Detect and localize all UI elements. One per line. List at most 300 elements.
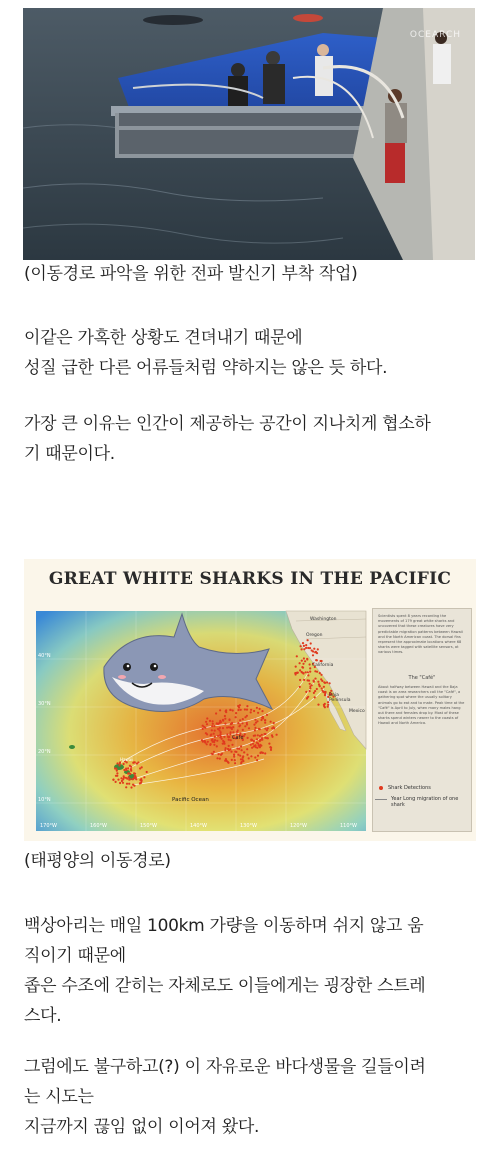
shark-detection-dot xyxy=(303,648,305,650)
shark-detection-dot xyxy=(253,740,255,742)
shark-detection-dot xyxy=(228,726,230,728)
shark-detection-dot xyxy=(116,770,118,772)
shark-detection-dot xyxy=(307,674,309,676)
shark-detection-dot xyxy=(240,758,242,760)
shark-detection-dot xyxy=(123,769,125,771)
shark-detection-dot xyxy=(248,757,250,759)
shark-detection-dot xyxy=(216,740,218,742)
shark-detection-dot xyxy=(127,767,129,769)
shark-detection-dot xyxy=(276,734,278,736)
shark-detection-dot xyxy=(261,717,263,719)
shark-detection-dot xyxy=(219,727,221,729)
shark-detection-dot xyxy=(119,782,121,784)
shark-detection-dot xyxy=(261,710,263,712)
shark-detection-dot xyxy=(120,777,122,779)
legend-detections xyxy=(375,785,469,791)
paragraph-line: 기 때문이다. xyxy=(24,444,115,464)
shark-detection-dot xyxy=(321,660,323,662)
shark-detection-dot xyxy=(308,680,310,682)
map-title: GREAT WHITE SHARKS IN THE PACIFIC xyxy=(48,569,452,589)
info-sidebar xyxy=(372,608,472,832)
shark-detection-dot xyxy=(256,738,258,740)
shark-detection-dot xyxy=(242,718,244,720)
shark-detection-dot xyxy=(220,754,222,756)
shark-detection-dot xyxy=(213,751,215,753)
oregon-label: Oregon xyxy=(306,633,323,638)
shark-detection-dot xyxy=(133,772,135,774)
paragraph-line: 그럼에도 불구하고(?) 이 자유로운 바다생물을 길들이려 xyxy=(24,1057,426,1077)
shark-detection-dot xyxy=(253,724,255,726)
shark-detection-dot xyxy=(132,784,134,786)
paragraph-4 xyxy=(24,1052,479,1142)
shark-detection-dot xyxy=(222,719,224,721)
shark-detection-dot xyxy=(255,722,257,724)
shark-detection-dot xyxy=(323,681,325,683)
shark-detection-dot xyxy=(254,719,256,721)
shark-detection-dot xyxy=(246,722,248,724)
shark-detection-dot xyxy=(237,722,239,724)
shark-detection-dot xyxy=(302,663,304,665)
shark-detection-dot xyxy=(214,736,216,738)
shark-detection-dot xyxy=(212,720,214,722)
shark-detection-dot xyxy=(205,732,207,734)
shark-detection-dot xyxy=(213,744,215,746)
shark-detection-dot xyxy=(240,709,242,711)
shark-detection-dot xyxy=(231,722,233,724)
shark-detection-dot xyxy=(313,680,315,682)
baja-label: Baja Peninsula xyxy=(329,693,351,703)
shark-detection-dot xyxy=(219,720,221,722)
shark-detection-dot xyxy=(202,725,204,727)
shark-detection-dot xyxy=(268,743,270,745)
shark-detection-dot xyxy=(307,671,309,673)
washington-label: Washington xyxy=(310,617,337,622)
shark-detection-dot xyxy=(212,753,214,755)
shark-detection-dot xyxy=(130,786,132,788)
paragraph-line: 좁은 수조에 갇히는 자체로도 이들에게는 굉장한 스트레 xyxy=(24,976,426,996)
shark-detection-dot xyxy=(239,719,241,721)
shark-detection-dot xyxy=(212,723,214,725)
legend-migration-label: Year Long migration of one shark xyxy=(391,796,459,808)
shark-detection-dot xyxy=(220,731,222,733)
shark-detection-dot xyxy=(244,716,246,718)
shark-detection-dot xyxy=(112,779,114,781)
shark-detection-dot xyxy=(302,667,304,669)
shark-detection-dot xyxy=(299,686,301,688)
shark-detection-dot xyxy=(295,672,297,674)
shark-detection-dot xyxy=(115,781,117,783)
shark-detection-dot xyxy=(119,762,121,764)
photo-illustration xyxy=(23,8,475,260)
shark-detection-dot xyxy=(323,705,325,707)
shark-detection-dot xyxy=(123,775,125,777)
shark-detection-dot xyxy=(126,778,128,780)
shark-detection-dot xyxy=(329,682,331,684)
shark-detection-dot xyxy=(206,717,208,719)
shark-detection-dot xyxy=(330,690,332,692)
shark-detection-dot xyxy=(118,764,120,766)
hawaii-label: Hawaii xyxy=(120,757,134,762)
shark-detection-dot xyxy=(218,753,220,755)
shark-detection-dot xyxy=(219,758,221,760)
shark-detection-dot xyxy=(313,648,315,650)
shark-detection-dot xyxy=(246,705,248,707)
shark-detection-dot xyxy=(266,714,268,716)
shark-detection-dot xyxy=(305,691,307,693)
longitude-label: 150°W xyxy=(140,823,157,829)
paragraph-line: 가장 큰 이유는 인간이 제공하는 공간이 지나치게 협소하 xyxy=(24,414,431,434)
shark-detection-dot xyxy=(257,755,259,757)
longitude-label: 110°W xyxy=(340,823,357,829)
shark-detection-dot xyxy=(216,745,218,747)
shark-detection-dot xyxy=(209,744,211,746)
shark-detection-dot xyxy=(250,711,252,713)
shark-detection-dot xyxy=(314,670,316,672)
shark-detection-dot xyxy=(246,754,248,756)
shark-detection-dot xyxy=(231,728,233,730)
shark-detection-dot xyxy=(312,650,314,652)
shark-detection-dot xyxy=(213,733,215,735)
shark-detection-dot xyxy=(237,729,239,731)
latitude-label: 10°N xyxy=(38,797,51,803)
shark-detection-dot xyxy=(321,680,323,682)
shark-detection-dot xyxy=(127,773,129,775)
shark-detection-dot xyxy=(121,780,123,782)
shark-detection-dot xyxy=(213,725,215,727)
shark-detection-dot xyxy=(228,745,230,747)
shark-detection-dot xyxy=(239,755,241,757)
paragraph-line: 성질 급한 다른 어류들처럼 약하지는 않은 듯 하다. xyxy=(24,358,388,378)
shark-detection-dot xyxy=(237,705,239,707)
shark-detection-dot xyxy=(323,686,325,688)
map-legend xyxy=(375,785,469,813)
shark-detection-dot xyxy=(129,765,131,767)
shark-detection-dot xyxy=(258,728,260,730)
shark-detection-dot xyxy=(307,696,309,698)
shark-detection-dot xyxy=(246,709,248,711)
shark-detection-dot xyxy=(141,780,143,782)
shark-detection-dot xyxy=(263,733,265,735)
shark-detection-dot xyxy=(201,739,203,741)
california-label: California xyxy=(312,663,334,668)
paragraph-line: 지금까지 끊임 없이 이어져 왔다. xyxy=(24,1117,260,1137)
shark-detection-dot xyxy=(205,721,207,723)
shark-detection-dot xyxy=(326,681,328,683)
shark-detection-dot xyxy=(219,734,221,736)
shark-detection-dot xyxy=(254,727,256,729)
shark-detection-dot xyxy=(312,654,314,656)
legend-migration xyxy=(375,796,469,808)
shark-detection-dot xyxy=(229,748,231,750)
shark-tagging-photo xyxy=(23,8,475,260)
shark-detection-dot xyxy=(299,669,301,671)
shark-detection-dot xyxy=(224,718,226,720)
shark-detection-dot xyxy=(309,667,311,669)
shark-detection-dot xyxy=(270,746,272,748)
shark-detection-dot xyxy=(247,737,249,739)
shark-detection-dot xyxy=(210,733,212,735)
longitude-label: 130°W xyxy=(240,823,257,829)
shark-detection-dot xyxy=(301,672,303,674)
shark-detection-dot xyxy=(307,639,309,641)
shark-detection-dot xyxy=(307,647,309,649)
pacific-ocean-label: Pacific Ocean xyxy=(172,797,209,803)
shark-detection-dot xyxy=(261,737,263,739)
shark-detection-dot xyxy=(227,762,229,764)
shark-detection-dot xyxy=(242,729,244,731)
shark-detection-dot xyxy=(232,726,234,728)
shark-detection-dot xyxy=(257,712,259,714)
shark-detection-dot xyxy=(250,755,252,757)
shark-detection-dot xyxy=(225,747,227,749)
shark-detection-dot xyxy=(305,644,307,646)
shark-detection-dot xyxy=(230,751,232,753)
latitude-label: 40°N xyxy=(38,653,51,659)
shark-detection-dot xyxy=(202,728,204,730)
shark-detection-dot xyxy=(259,735,261,737)
shark-detection-dot xyxy=(237,709,239,711)
shark-detection-dot xyxy=(211,725,213,727)
shark-detection-dot xyxy=(321,687,323,689)
paragraph-line: 직이기 때문에 xyxy=(24,946,126,966)
shark-detection-dot xyxy=(309,687,311,689)
shark-detection-dot xyxy=(264,728,266,730)
paragraph-line: 백상아리는 매일 100km 가량을 이동하며 쉬지 않고 움 xyxy=(24,916,424,936)
shark-detection-dot xyxy=(240,762,242,764)
migration-line-icon xyxy=(375,799,387,800)
shark-detection-dot xyxy=(223,743,225,745)
shark-detection-dot xyxy=(244,708,246,710)
shark-detection-dot xyxy=(129,778,131,780)
paragraph-1 xyxy=(24,323,479,383)
map-caption: (태평양의 이동경로) xyxy=(24,851,171,871)
shark-detection-dot xyxy=(214,730,216,732)
shark-detection-dot xyxy=(123,763,125,765)
shark-detection-dot xyxy=(273,722,275,724)
shark-detection-dot xyxy=(271,727,273,729)
shark-detection-dot xyxy=(316,688,318,690)
shark-detection-dot xyxy=(266,737,268,739)
shark-detection-dot xyxy=(309,690,311,692)
shark-detection-dot xyxy=(231,744,233,746)
shark-detection-dot xyxy=(206,723,208,725)
shark-detection-dot xyxy=(241,722,243,724)
shark-detection-dot xyxy=(252,743,254,745)
longitude-label: 120°W xyxy=(290,823,307,829)
shark-detection-dot xyxy=(317,681,319,683)
shark-detection-dot xyxy=(314,678,316,680)
shark-detection-dot xyxy=(300,645,302,647)
shark-detection-dot xyxy=(228,736,230,738)
shark-detection-dot xyxy=(299,679,301,681)
shark-detection-dot xyxy=(219,709,221,711)
detection-dot-icon xyxy=(379,786,383,790)
shark-detection-dot xyxy=(228,718,230,720)
shark-detection-dot xyxy=(211,738,213,740)
shark-detection-dot xyxy=(320,674,322,676)
shark-detection-dot xyxy=(130,770,132,772)
shark-detection-dot xyxy=(126,783,128,785)
shark-detection-dot xyxy=(254,729,256,731)
paragraph-line: 스다. xyxy=(24,1006,62,1026)
shark-detection-dot xyxy=(235,716,237,718)
shark-detection-dot xyxy=(313,692,315,694)
shark-detection-dot xyxy=(295,666,297,668)
shark-detection-dot xyxy=(299,662,301,664)
shark-detection-dot xyxy=(317,648,319,650)
shark-detection-dot xyxy=(241,749,243,751)
shark-detection-dot xyxy=(234,759,236,761)
shark-detection-dot xyxy=(225,710,227,712)
shark-detection-dot xyxy=(253,745,255,747)
shark-detection-dot xyxy=(267,727,269,729)
shark-detection-dot xyxy=(242,755,244,757)
shark-detection-dot xyxy=(273,727,275,729)
shark-detection-dot xyxy=(311,684,313,686)
shark-detection-dot xyxy=(303,645,305,647)
shark-detection-dot xyxy=(246,748,248,750)
latitude-label: 20°N xyxy=(38,749,51,755)
photo-watermark: OCEARCH xyxy=(409,30,461,40)
shark-detection-dot xyxy=(254,734,256,736)
shark-detection-dot xyxy=(239,724,241,726)
shark-detection-dot xyxy=(309,683,311,685)
shark-detection-dot xyxy=(115,775,117,777)
latitude-label: 30°N xyxy=(38,701,51,707)
shark-detection-dot xyxy=(230,731,232,733)
shark-detection-dot xyxy=(115,768,117,770)
shark-detection-dot xyxy=(259,708,261,710)
shark-detection-dot xyxy=(264,722,266,724)
cafe-label: Café xyxy=(232,735,244,741)
shark-detection-dot xyxy=(324,694,326,696)
shark-detection-dot xyxy=(226,733,228,735)
shark-detection-dot xyxy=(222,740,224,742)
shark-detection-dot xyxy=(270,749,272,751)
shark-detection-dot xyxy=(146,771,148,773)
shark-detection-dot xyxy=(134,777,136,779)
shark-detection-dot xyxy=(260,745,262,747)
shark-detection-dot xyxy=(233,756,235,758)
shark-detection-dot xyxy=(116,762,118,764)
longitude-label: 140°W xyxy=(190,823,207,829)
paragraph-2 xyxy=(24,409,479,469)
shark-detection-dot xyxy=(209,720,211,722)
shark-detection-dot xyxy=(253,710,255,712)
shark-detection-dot xyxy=(125,786,127,788)
shark-detection-dot xyxy=(250,709,252,711)
shark-detection-dot xyxy=(132,762,134,764)
longitude-label: 160°W xyxy=(90,823,107,829)
shark-detection-dot xyxy=(125,769,127,771)
shark-detection-dot xyxy=(301,648,303,650)
shark-detection-dot xyxy=(309,663,311,665)
shark-detection-dot xyxy=(234,751,236,753)
shark-detection-dot xyxy=(217,735,219,737)
shark-detection-dot xyxy=(117,779,119,781)
shark-detection-dot xyxy=(216,722,218,724)
shark-detection-dot xyxy=(211,729,213,731)
shark-detection-dot xyxy=(270,721,272,723)
shark-detection-dot xyxy=(301,660,303,662)
shark-detection-dot xyxy=(224,715,226,717)
shark-detection-dot xyxy=(214,739,216,741)
legend-detections-label: Shark Detections xyxy=(388,785,431,791)
shark-detection-dot xyxy=(232,731,234,733)
shark-detection-dot xyxy=(310,642,312,644)
shark-detection-dot xyxy=(128,783,130,785)
shark-detection-dot xyxy=(224,723,226,725)
shark-detection-dot xyxy=(227,748,229,750)
shark-detection-dot xyxy=(302,642,304,644)
shark-detection-dot xyxy=(238,748,240,750)
shark-detection-dot xyxy=(116,772,118,774)
shark-detection-dot xyxy=(143,776,145,778)
shark-detection-dot xyxy=(327,706,329,708)
shark-detection-dot xyxy=(260,719,262,721)
shark-detection-dot xyxy=(251,739,253,741)
shark-detection-dot xyxy=(219,736,221,738)
paragraph-line: 는 시도는 xyxy=(24,1087,94,1107)
shark-detection-dot xyxy=(141,766,143,768)
shark-detection-dot xyxy=(327,704,329,706)
shark-detection-dot xyxy=(314,690,316,692)
shark-detection-dot xyxy=(324,691,326,693)
shark-detection-dot xyxy=(237,754,239,756)
shark-detection-dot xyxy=(250,744,252,746)
shark-detection-dot xyxy=(137,761,139,763)
shark-detection-dot xyxy=(228,739,230,741)
shark-detection-dot xyxy=(222,727,224,729)
shark-detection-dot xyxy=(319,685,321,687)
shark-detection-dot xyxy=(224,760,226,762)
shark-detection-dot xyxy=(309,671,311,673)
shark-detection-dot xyxy=(231,759,233,761)
shark-detection-dot xyxy=(303,657,305,659)
shark-detection-dot xyxy=(243,751,245,753)
shark-detection-dot xyxy=(315,659,317,661)
shark-detection-dot xyxy=(234,762,236,764)
shark-detection-dot xyxy=(316,652,318,654)
shark-detection-dot xyxy=(257,734,259,736)
shark-detection-dot xyxy=(317,704,319,706)
photo-caption: (이동경로 파악을 위한 전파 발신기 부착 작업) xyxy=(24,264,358,284)
shark-detection-dot xyxy=(303,679,305,681)
sidebar-intro-text: Scientists spent 8 years recording the movements of 179 great white sharks and uncovered that these creatures have very predictable migration patterns between Hawaii and the North American coast. The dorsal fins represent the approximate locations where 68 sharks were tagged with satellite sensors, at various times. xyxy=(378,614,463,655)
shark-detection-dot xyxy=(304,660,306,662)
shark-detection-dot xyxy=(264,752,266,754)
shark-detection-dot xyxy=(216,757,218,759)
shark-detection-dot xyxy=(244,725,246,727)
shark-detection-dot xyxy=(256,707,258,709)
shark-detection-dot xyxy=(296,655,298,657)
shark-detection-dot xyxy=(271,736,273,738)
mexico-label: Mexico xyxy=(349,709,365,714)
shark-detection-dot xyxy=(314,696,316,698)
sidebar-cafe-heading: The "Café" xyxy=(408,675,436,681)
shark-detection-dot xyxy=(235,712,237,714)
shark-migration-map xyxy=(24,559,476,841)
paragraph-3 xyxy=(24,911,479,1031)
shark-detection-dot xyxy=(212,741,214,743)
shark-detection-dot xyxy=(240,745,242,747)
shark-detection-dot xyxy=(257,742,259,744)
paragraph-line: 이같은 가혹한 상황도 견뎌내기 때문에 xyxy=(24,328,303,348)
shark-detection-dot xyxy=(306,658,308,660)
shark-detection-dot xyxy=(232,709,234,711)
shark-detection-dot xyxy=(132,778,134,780)
shark-detection-dot xyxy=(233,754,235,756)
